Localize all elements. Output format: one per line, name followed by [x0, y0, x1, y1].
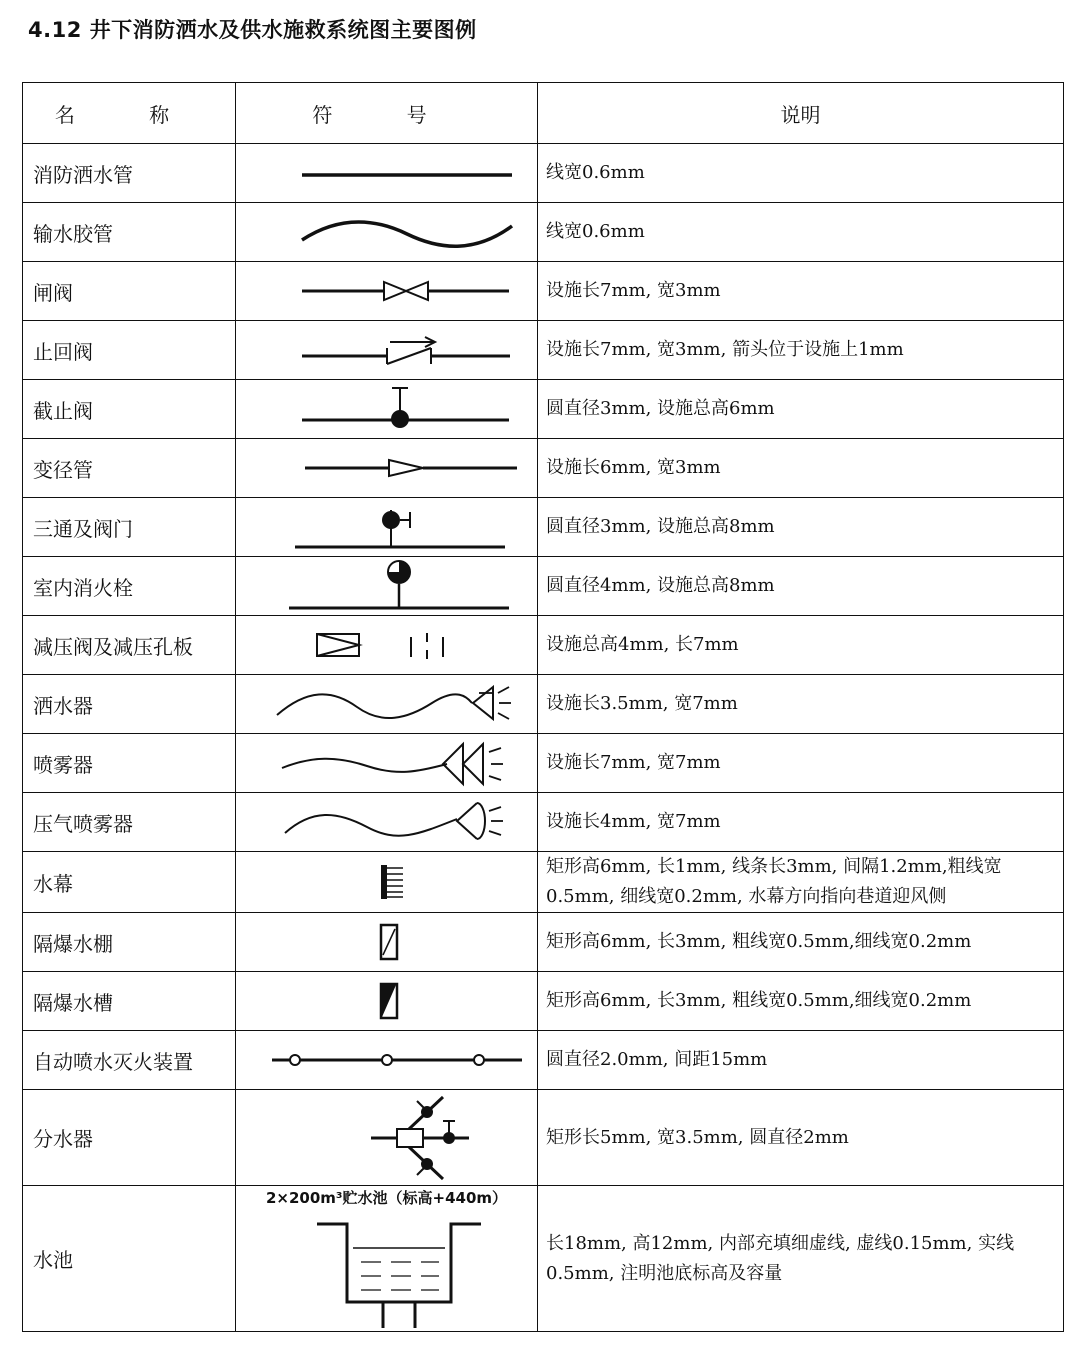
row-desc: 矩形长5mm, 宽3.5mm, 圆直径2mm — [538, 1090, 1064, 1186]
table-row — [23, 321, 1064, 380]
explosion-water-trough-icon — [236, 972, 538, 1031]
row-name: 洒水器 — [23, 675, 236, 734]
table-row — [23, 498, 1064, 557]
sprinkler-icon — [236, 675, 538, 734]
table-row — [23, 203, 1064, 262]
row-desc: 矩形高6mm, 长3mm, 粗线宽0.5mm,细线宽0.2mm — [538, 913, 1064, 972]
row-desc: 矩形高6mm, 长3mm, 粗线宽0.5mm,细线宽0.2mm — [538, 972, 1064, 1031]
table-row — [23, 1031, 1064, 1090]
row-name: 分水器 — [23, 1090, 236, 1186]
table-row — [23, 144, 1064, 203]
row-name: 喷雾器 — [23, 734, 236, 793]
row-name: 输水胶管 — [23, 203, 236, 262]
row-desc: 设施长6mm, 宽3mm — [538, 439, 1064, 498]
row-desc: 圆直径2.0mm, 间距15mm — [538, 1031, 1064, 1090]
check-valve-icon — [236, 321, 538, 380]
auto-sprinkler-device-icon — [236, 1031, 538, 1090]
row-name: 变径管 — [23, 439, 236, 498]
row-desc: 设施长7mm, 宽7mm — [538, 734, 1064, 793]
row-name: 截止阀 — [23, 380, 236, 439]
sprayer-icon — [236, 734, 538, 793]
row-name: 水幕 — [23, 852, 236, 913]
row-name: 水池 — [23, 1186, 236, 1332]
row-desc: 圆直径4mm, 设施总高8mm — [538, 557, 1064, 616]
table-row — [23, 913, 1064, 972]
table-row — [23, 439, 1064, 498]
row-desc: 圆直径3mm, 设施总高8mm — [538, 498, 1064, 557]
row-desc: 设施长3.5mm, 宽7mm — [538, 675, 1064, 734]
table-row — [23, 262, 1064, 321]
row-name: 隔爆水棚 — [23, 913, 236, 972]
gate-valve-icon — [236, 262, 538, 321]
table-row — [23, 675, 1064, 734]
tee-valve-icon — [236, 498, 538, 557]
stop-valve-icon — [236, 380, 538, 439]
header-name: 名 称 — [23, 83, 236, 144]
row-name: 止回阀 — [23, 321, 236, 380]
table-row — [23, 616, 1064, 675]
table-row — [23, 972, 1064, 1031]
table-row — [23, 557, 1064, 616]
table-row — [23, 793, 1064, 852]
pool-label: 2×200m³贮水池（标高+440m） — [265, 1189, 508, 1207]
row-desc: 线宽0.6mm — [538, 144, 1064, 203]
water-distributor-icon — [236, 1090, 538, 1186]
row-desc: 长18mm, 高12mm, 内部充填细虚线, 虚线0.15mm, 实线0.5mm, 注明池底标高及容量 — [538, 1186, 1064, 1332]
air-sprayer-icon — [236, 793, 538, 852]
row-name: 压气喷雾器 — [23, 793, 236, 852]
row-name: 减压阀及减压孔板 — [23, 616, 236, 675]
rubber-hose-icon — [236, 203, 538, 262]
table-row — [23, 1090, 1064, 1186]
row-desc: 设施长4mm, 宽7mm — [538, 793, 1064, 852]
table-header-row — [23, 83, 1064, 144]
table-row — [23, 380, 1064, 439]
header-desc: 说明 — [538, 83, 1064, 144]
legend-table — [22, 82, 1064, 1332]
row-desc: 矩形高6mm, 长1mm, 线条长3mm, 间隔1.2mm,粗线宽0.5mm, 细线宽0.2mm, 水幕方向指向巷道迎风侧 — [538, 852, 1064, 913]
table-row — [23, 852, 1064, 913]
row-desc: 设施总高4mm, 长7mm — [538, 616, 1064, 675]
row-desc: 设施长7mm, 宽3mm — [538, 262, 1064, 321]
fire-sprinkler-pipe-icon — [236, 144, 538, 203]
water-pool-icon — [236, 1186, 538, 1332]
table-row — [23, 734, 1064, 793]
row-name: 自动喷水灭火装置 — [23, 1031, 236, 1090]
header-symbol: 符 号 — [236, 83, 538, 144]
explosion-water-shed-icon — [236, 913, 538, 972]
row-name: 室内消火栓 — [23, 557, 236, 616]
page-title: 4.12 井下消防洒水及供水施救系统图主要图例 — [28, 18, 477, 42]
row-name: 隔爆水槽 — [23, 972, 236, 1031]
indoor-hydrant-icon — [236, 557, 538, 616]
table-row — [23, 1186, 1064, 1332]
row-name: 闸阀 — [23, 262, 236, 321]
row-desc: 圆直径3mm, 设施总高6mm — [538, 380, 1064, 439]
row-desc: 设施长7mm, 宽3mm, 箭头位于设施上1mm — [538, 321, 1064, 380]
row-desc: 线宽0.6mm — [538, 203, 1064, 262]
row-name: 三通及阀门 — [23, 498, 236, 557]
row-name: 消防洒水管 — [23, 144, 236, 203]
reducer-pipe-icon — [236, 439, 538, 498]
water-curtain-icon — [236, 852, 538, 913]
pressure-reducing-valve-icon — [236, 616, 538, 675]
